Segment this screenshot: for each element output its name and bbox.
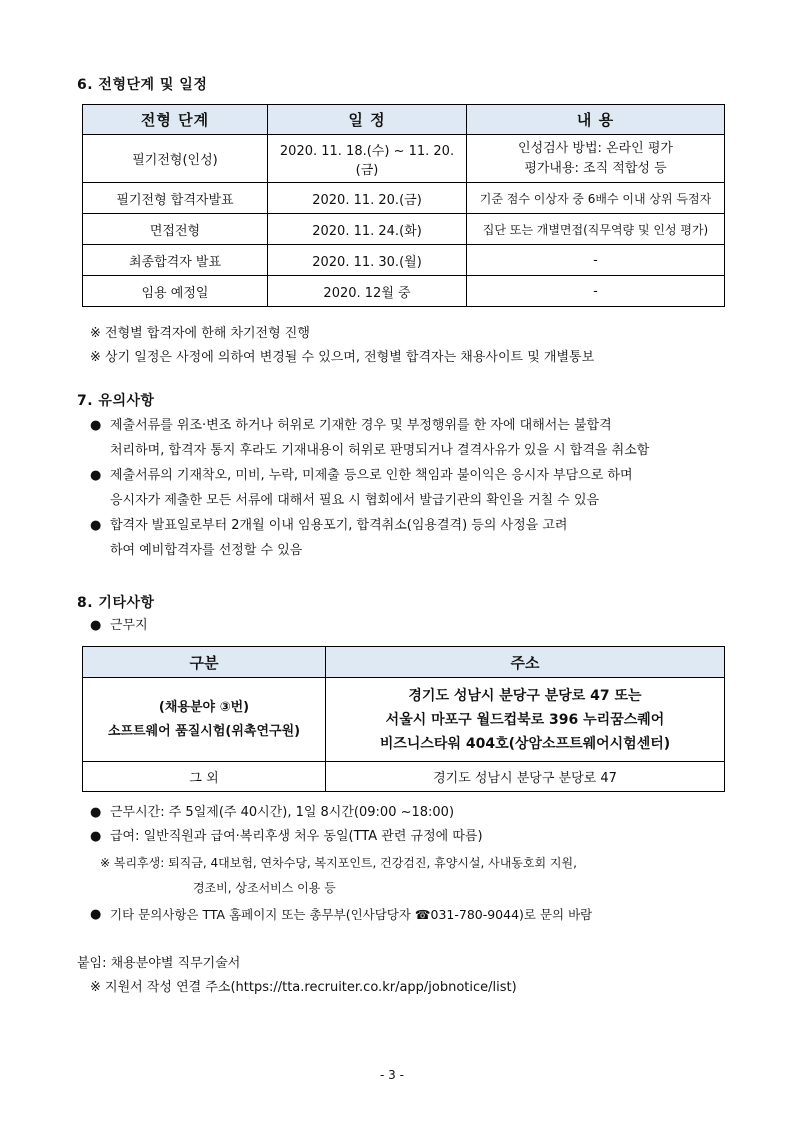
header-category: 구분 [83,647,326,678]
stage-cell: 필기전형 합격자발표 [83,183,268,214]
date-cell: 2020. 11. 30.(월) [268,245,467,276]
header-date: 일 정 [268,105,467,135]
application-link[interactable]: ※ 지원서 작성 연결 주소(https://tta.recruiter.co.kr/app/jobnotice/list) [90,980,517,995]
table-row [83,762,725,792]
content-cell: 기준 점수 이상자 중 6배수 이내 상위 득점자 [467,183,725,214]
bullet-icon: ● [90,907,102,922]
category-line: 소프트웨어 품질시험(위촉연구원) [107,723,301,739]
table-header-row [83,647,725,678]
bullet-icon: ● [90,418,102,433]
date-cell: 2020. 11. 18.(수) ~ 11. 20.(금) [268,135,467,183]
category-line: (채용분야 ③번) [158,699,250,715]
bullet-icon: ● [90,618,102,633]
note: ※ 전형별 합격자에 한해 차기전형 진행 [90,326,310,341]
list-line: 응시자가 제출한 모든 서류에 대해서 필요 시 협회에서 발급기관의 확인을 거칠 수 있음 [110,493,600,508]
category-cell: 그 외 [83,762,326,792]
list-item [90,413,730,463]
page-number: - 3 - [380,1068,404,1082]
header-content: 내 용 [467,105,725,135]
content-cell: - [467,245,725,276]
stage-cell: 면접전형 [83,214,268,245]
stage-cell: 임용 예정일 [83,276,268,307]
content-cell [467,135,725,183]
salary: 급여: 일반직원과 급여·복리후생 처우 동일(TTA 관련 규정에 따름) [110,829,483,844]
list-line: 하여 예비합격자를 선정할 수 있음 [110,543,303,558]
table-row [83,214,725,245]
table-row [83,245,725,276]
section-7-title: 7. 유의사항 [77,393,155,409]
list-line: 제출서류의 기재착오, 미비, 누락, 미제출 등으로 인한 책임과 불이익은 응시자 부담으로 하며 [110,468,633,483]
table-row [83,276,725,307]
welfare-line: 경조비, 상조서비스 이용 등 [193,881,336,895]
note: ※ 상기 일정은 사정에 의하여 변경될 수 있으며, 전형별 합격자는 채용사이트 및 개별통보 [90,350,595,365]
content-line: 인성검사 방법: 온라인 평가 [518,140,673,156]
stage-cell: 최종합격자 발표 [83,245,268,276]
address-cell [326,678,725,762]
bullet-icon: ● [90,468,102,483]
table-row [83,183,725,214]
inquiry: 기타 문의사항은 TTA 홈페이지 또는 총무부(인사담당자 ☎031-780-9044)로 문의 바람 [110,907,593,922]
date-cell: 2020. 11. 24.(화) [268,214,467,245]
list-line: 합격자 발표일로부터 2개월 이내 임용포기, 합격취소(임용결격) 등의 사정을 고려 [110,518,568,533]
section-6-title: 6. 전형단계 및 일정 [77,77,208,93]
date-cell: 2020. 11. 20.(금) [268,183,467,214]
workplace-table [82,646,725,792]
date-cell: 2020. 12월 중 [268,276,467,307]
bullet-icon: ● [90,829,102,844]
address-line: 비즈니스타워 404호(상암소프트웨어시험센터) [379,735,671,752]
bullet-icon: ● [90,805,102,820]
content-cell: - [467,276,725,307]
table-row [83,678,725,762]
list-item [90,800,730,825]
list-item [90,902,730,927]
list-line: 처리하며, 합격자 통지 후라도 기재내용이 허위로 판명되거나 결격사유가 있을 시 합격을 취소함 [110,443,650,458]
content-line: 평가내용: 조직 적합성 등 [524,160,667,176]
list-line: 제출서류를 위조·변조 하거나 허위로 기재한 경우 및 부정행위를 한 자에 대해서는 불합격 [110,418,612,433]
bullet-icon: ● [90,518,102,533]
list-item [90,513,730,563]
stage-cell: 필기전형(인성) [83,135,268,183]
address-line: 경기도 성남시 분당구 분당로 47 또는 [408,687,642,704]
table-row [83,135,725,183]
list-item [90,613,390,638]
content-cell: 집단 또는 개별면접(직무역량 및 인성 평가) [467,214,725,245]
category-cell [83,678,326,762]
header-stage: 전형 단계 [83,105,268,135]
schedule-table [82,104,725,307]
workplace-label: 근무지 [110,618,148,633]
list-item [90,824,730,849]
table-header-row [83,105,725,135]
attachment-note: 붙임: 채용분야별 직무기술서 [77,956,241,971]
section-8-title: 8. 기타사항 [77,595,155,611]
header-address: 주소 [326,647,725,678]
welfare-line: ※ 복리후생: 퇴직금, 4대보험, 연차수당, 복지포인트, 건강검진, 휴양시설, 사내동호회 지원, [100,856,577,870]
address-line: 서울시 마포구 월드컵북로 396 누리꿈스퀘어 [385,711,665,728]
work-hours: 근무시간: 주 5일제(주 40시간), 1일 8시간(09:00 ~18:00) [110,805,455,820]
address-cell: 경기도 성남시 분당구 분당로 47 [326,762,725,792]
list-item [90,463,730,513]
